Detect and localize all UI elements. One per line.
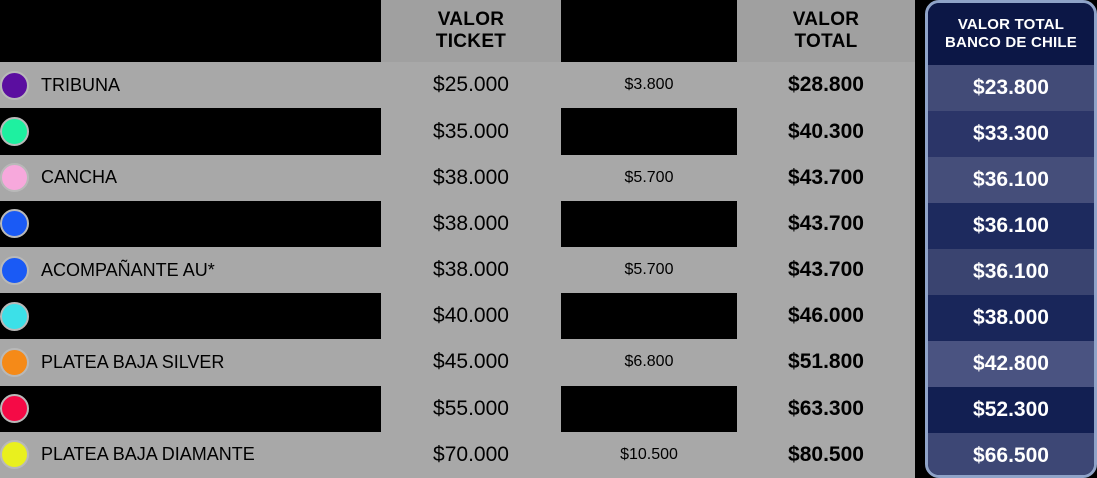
row-ticket-value: $38.000 xyxy=(381,247,561,293)
row-service-value: $5.700 xyxy=(561,201,737,247)
row-category-label: PLATEA ALTA BRONCE xyxy=(41,121,236,142)
row-service-value: $10.500 xyxy=(561,432,737,478)
banco-header-line2: BANCO DE CHILE xyxy=(945,34,1077,51)
row-ticket-value: $55.000 xyxy=(381,386,561,432)
row-ticket-value: $70.000 xyxy=(381,432,561,478)
row-category-label: CANCHA xyxy=(41,167,118,188)
color-swatch-icon xyxy=(0,256,29,285)
banco-value: $42.800 xyxy=(928,341,1094,387)
header-valor-ticket-line2: TICKET xyxy=(435,31,507,53)
table-row xyxy=(0,108,915,154)
banco-value: $36.100 xyxy=(928,203,1094,249)
color-swatch-icon xyxy=(0,440,29,469)
color-swatch-icon xyxy=(0,71,29,100)
row-ticket-value: $45.000 xyxy=(381,339,561,385)
banco-de-chile-panel xyxy=(925,0,1097,478)
banco-value: $23.800 xyxy=(928,65,1094,111)
table-row xyxy=(0,386,915,432)
header-cargo-servicio-line2: SERVICIO xyxy=(602,31,696,53)
row-category xyxy=(0,155,381,201)
row-category xyxy=(0,201,381,247)
header-valor-ticket-line1: VALOR xyxy=(437,9,505,31)
table-row xyxy=(0,432,915,478)
banco-value: $36.100 xyxy=(928,249,1094,295)
row-ticket-value: $38.000 xyxy=(381,155,561,201)
table-row xyxy=(0,155,915,201)
color-swatch-icon xyxy=(0,209,29,238)
color-swatch-icon xyxy=(0,348,29,377)
row-category-label: SILLA DE RUEDAS PMR xyxy=(41,213,245,234)
banco-value: $38.000 xyxy=(928,295,1094,341)
row-ticket-value: $25.000 xyxy=(381,62,561,108)
color-swatch-icon xyxy=(0,394,29,423)
banco-value: $52.300 xyxy=(928,387,1094,433)
banco-value: $33.300 xyxy=(928,111,1094,157)
row-total-value: $40.300 xyxy=(737,108,915,154)
table-header-row xyxy=(0,0,915,62)
banco-header xyxy=(928,3,1094,65)
row-service-value: $5.700 xyxy=(561,155,737,201)
header-valor-total xyxy=(737,0,915,62)
color-swatch-icon xyxy=(0,163,29,192)
row-category-label: PLATEA ALTA ORO xyxy=(41,398,200,419)
row-total-value: $63.300 xyxy=(737,386,915,432)
row-total-value: $43.700 xyxy=(737,247,915,293)
row-total-value: $46.000 xyxy=(737,293,915,339)
row-category xyxy=(0,108,381,154)
banco-value: $36.100 xyxy=(928,157,1094,203)
row-category-label: PLATEA ALTA PLATA xyxy=(41,305,213,326)
row-category-label: ACOMPAÑANTE AU* xyxy=(41,259,215,280)
row-service-value: $6.800 xyxy=(561,339,737,385)
banco-value: $66.500 xyxy=(928,433,1094,478)
row-service-value: $6.000 xyxy=(561,293,737,339)
row-category xyxy=(0,386,381,432)
header-valor-total-line2: TOTAL xyxy=(794,31,858,53)
row-category xyxy=(0,339,381,385)
row-service-value: $8.300 xyxy=(561,386,737,432)
row-total-value: $43.700 xyxy=(737,155,915,201)
row-category xyxy=(0,432,381,478)
row-category-label: PLATEA BAJA SILVER xyxy=(41,351,225,372)
row-ticket-value: $38.000 xyxy=(381,201,561,247)
header-cargo-servicio-line1: CARGO xyxy=(612,9,686,31)
table-row xyxy=(0,339,915,385)
row-total-value: $80.500 xyxy=(737,432,915,478)
row-ticket-value: $40.000 xyxy=(381,293,561,339)
color-swatch-icon xyxy=(0,302,29,331)
banco-price-table xyxy=(928,3,1094,478)
row-service-value: $3.800 xyxy=(561,62,737,108)
table-row xyxy=(0,247,915,293)
row-service-value: $5.700 xyxy=(561,247,737,293)
row-total-value: $43.700 xyxy=(737,201,915,247)
row-ticket-value: $35.000 xyxy=(381,108,561,154)
header-cargo-servicio xyxy=(561,0,737,62)
banco-header-line1: VALOR TOTAL xyxy=(957,16,1065,33)
row-category-label: PLATEA BAJA DIAMANTE xyxy=(41,444,255,465)
header-valor-total-line1: VALOR xyxy=(792,9,860,31)
row-total-value: $51.800 xyxy=(737,339,915,385)
row-service-value: $5.300 xyxy=(561,108,737,154)
header-valor-ticket xyxy=(381,0,561,62)
row-category xyxy=(0,247,381,293)
row-category xyxy=(0,293,381,339)
row-category-label: TRIBUNA xyxy=(41,74,121,95)
color-swatch-icon xyxy=(0,117,29,146)
table-row xyxy=(0,62,915,108)
header-category xyxy=(0,0,381,62)
table-row xyxy=(0,293,915,339)
table-row xyxy=(0,201,915,247)
row-category xyxy=(0,62,381,108)
row-total-value: $28.800 xyxy=(737,62,915,108)
